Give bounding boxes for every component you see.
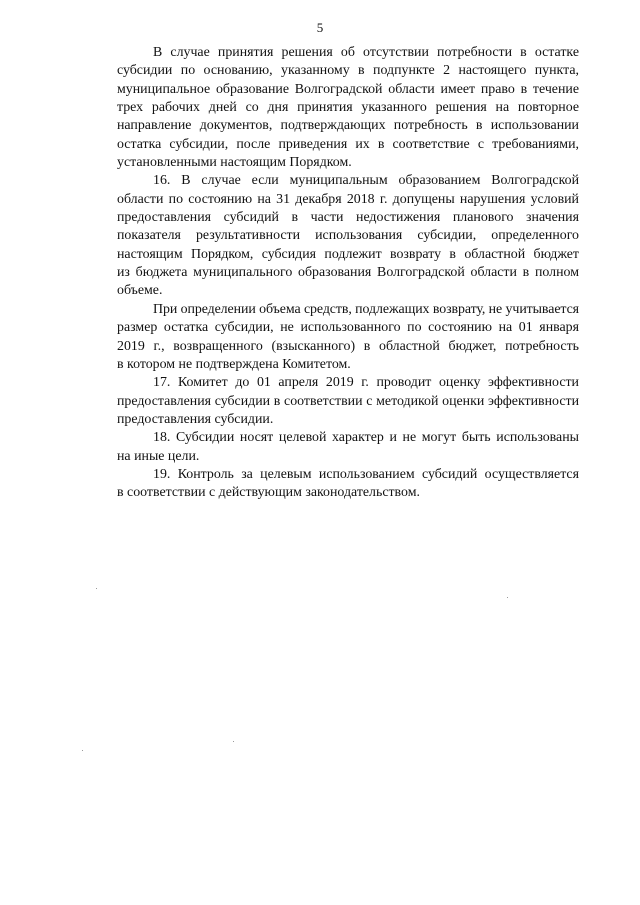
- text-line: показателя результативности использования субсидии, определенного: [117, 228, 579, 244]
- scan-speck: [507, 597, 508, 598]
- page-number: 5: [316, 20, 324, 35]
- text-line: 2019 г., возвращенного (взысканного) в областной бюджет, потребность: [117, 338, 579, 354]
- text-line: субсидии по основанию, указанному в подпункте 2 настоящего пункта,: [117, 63, 579, 79]
- paragraph-16-refund-amount: [117, 301, 579, 374]
- text-line: остатка субсидии, после приведения их в соответствие с требованиями,: [117, 136, 579, 152]
- text-line: трех рабочих дней со дня принятия указанного решения на повторное: [117, 100, 579, 116]
- paragraph-17: [117, 374, 579, 429]
- scan-speck: [233, 741, 234, 742]
- paragraph-16: [117, 172, 579, 300]
- text-line: муниципальное образование Волгоградской области имеет право в течение: [117, 81, 579, 97]
- text-line: предоставления субсидии в соответствии с методикой оценки эффективности: [117, 393, 579, 409]
- text-line: на иные цели.: [117, 448, 200, 464]
- text-line: направление документов, подтверждающих потребность в использовании: [117, 118, 579, 134]
- text-line: установленными настоящим Порядком.: [117, 155, 352, 171]
- text-line: 17. Комитет до 01 апреля 2019 г. проводит оценку эффективности: [153, 375, 579, 391]
- text-line: предоставления субсидий в части недостижения планового значения: [117, 210, 579, 226]
- paragraph-18: [117, 429, 579, 466]
- text-line: 16. В случае если муниципальным образованием Волгоградской: [153, 173, 579, 189]
- text-line: В случае принятия решения об отсутствии потребности в остатке: [153, 45, 579, 60]
- text-line: При определении объема средств, подлежащих возврату, не учитывается: [153, 301, 579, 317]
- text-line: объеме.: [117, 283, 163, 299]
- text-line: из бюджета муниципального образования Волгоградской области в полном: [117, 265, 579, 281]
- text-line: предоставления субсидии.: [117, 411, 274, 427]
- text-line: области по состоянию на 31 декабря 2018 г. допущены нарушения условий: [117, 191, 579, 207]
- text-line: в котором не подтверждена Комитетом.: [117, 356, 351, 372]
- text-line: настоящим Порядком, субсидия подлежит возврату в областной бюджет: [117, 246, 579, 262]
- scan-speck: [96, 588, 97, 589]
- document-body: [117, 44, 579, 503]
- paragraph-15-continuation: [117, 44, 579, 172]
- text-line: в соответствии с действующим законодательством.: [117, 485, 420, 501]
- text-line: 19. Контроль за целевым использованием субсидий осуществляется: [153, 466, 579, 482]
- scan-speck: [82, 750, 83, 751]
- text-line: 18. Субсидии носят целевой характер и не могут быть использованы: [153, 430, 579, 446]
- paragraph-19: [117, 466, 579, 503]
- text-line: размер остатка субсидии, не использованного по состоянию на 01 января: [117, 320, 579, 336]
